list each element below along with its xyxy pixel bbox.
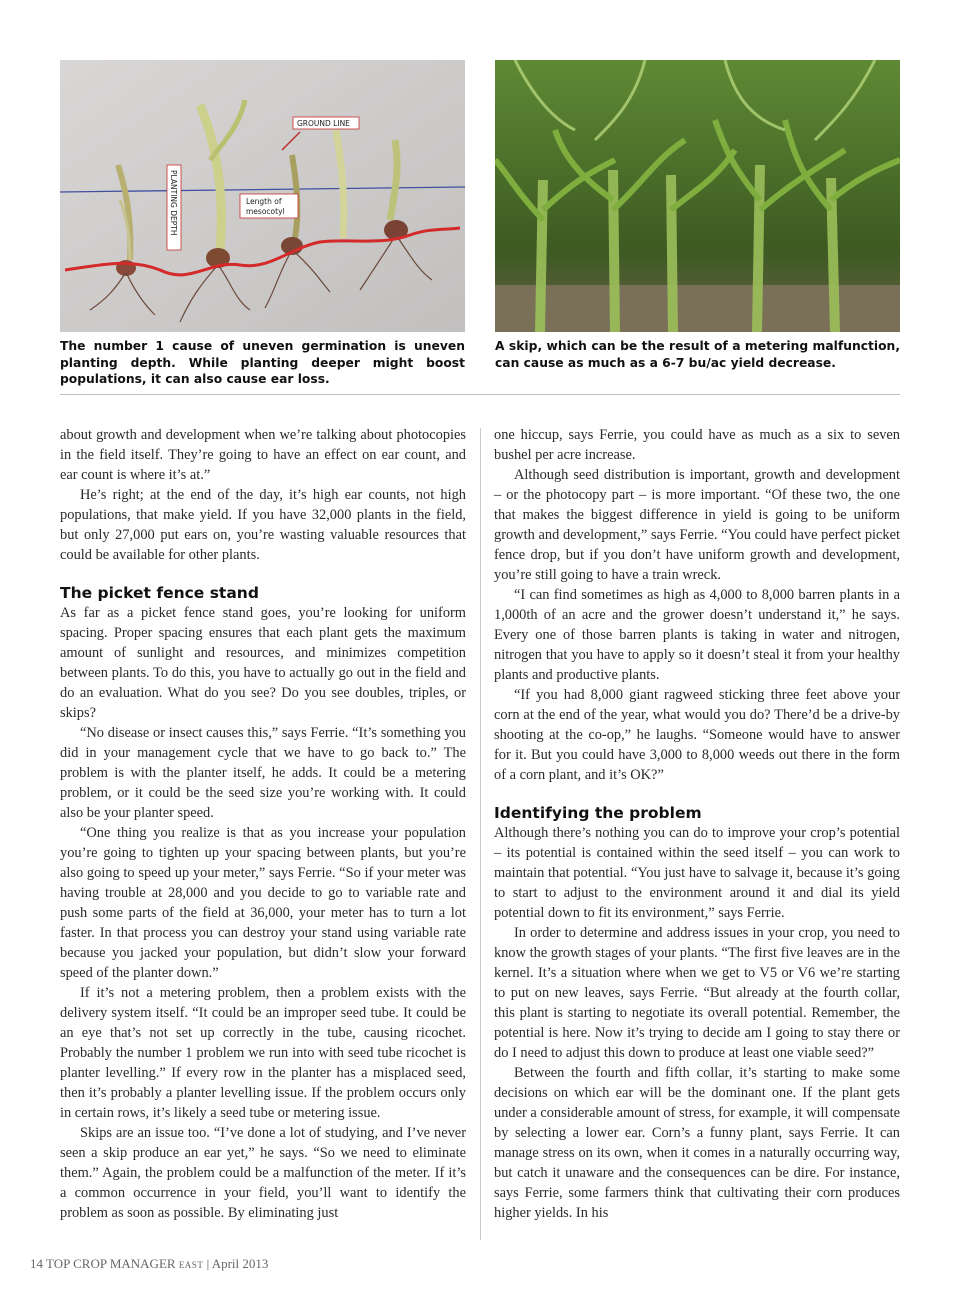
planting-depth-label: PLANTING DEPTH bbox=[169, 170, 178, 236]
paragraph: Between the fourth and fifth collar, it’s starting to make some decisions on which ear will be the dominant one. If the plant gets under a considerable amount of stress, for example, it will compensate by selecting a lower ear. Corn’s a funny plant, says Ferrie. It can manage stress on its own, when it comes in a naturally occurring way, but catch it unaware and the consequences can be dire. For instance, says Ferrie, some farmers think that cultivating their corn produces higher yields. In his bbox=[494, 1065, 901, 1221]
seedling-depth-photo bbox=[60, 60, 465, 332]
mesocotyl-label-line2: mesocotyl bbox=[246, 207, 285, 216]
paragraph: “If you had 8,000 giant ragweed sticking three feet above your corn at the end of the year, what would you do? There’d be a drive-by shooting at the co-op,” he laughs. “Someone would have to answer for it. But you could have 3,000 to 8,000 weeds out there in the form of a corn plant, and it’s OK?” bbox=[494, 687, 900, 783]
paragraph: one hiccup, says Ferrie, you could have as much as a six to seven bushel per acre increase. bbox=[494, 427, 900, 463]
page-footer bbox=[30, 1256, 268, 1272]
column-divider bbox=[480, 428, 481, 1240]
paragraph: In order to determine and address issues in your crop, you need to know the growth stages of your plants. “The first five leaves are in the kernel. It’s a situation where when we get to V5 or V6 we’re starting to put on new leaves, says Ferrie. “But already at the fourth collar, this plant is starting to negotiate its overall potential. Remember, the potential is here. Now it’s trying to decide am I going to stay there or do I need to adjust this down to produce at least one viable seed?” bbox=[494, 925, 900, 1061]
footer-separator: | bbox=[206, 1256, 210, 1271]
ground-line-label: GROUND LINE bbox=[297, 119, 350, 128]
corn-skip-photo bbox=[495, 60, 900, 332]
paragraph: Skips are an issue too. “I’ve done a lot of studying, and I’ve never seen a skip produce an ear yet,” he says. “So we need to eliminate them.” Again, the problem could be a malfunction of the meter. If it’s a common occurrence in your field, you’ll want to identify the problem as soon as possible. By eliminating just bbox=[60, 1125, 466, 1221]
magazine-name: TOP CROP MANAGER bbox=[46, 1256, 176, 1271]
magazine-edition: EAST bbox=[178, 1260, 204, 1270]
article-column-right bbox=[494, 425, 900, 1223]
section-heading-picket-fence: The picket fence stand bbox=[60, 584, 259, 602]
article-column-left bbox=[60, 425, 466, 1223]
paragraph: “One thing you realize is that as you increase your population you’re going to tighten up your spacing between plants, but you’re also going to speed up your meter,” says Ferrie. “So if your meter was having trouble at 28,000 and you decide to go to variable rate and push some parts of the field at 36,000, your meter has to turn a lot faster. In that process you can destroy your stand using variable rate because you jacked your population, but didn’t slow your forward speed of the planter down.” bbox=[60, 825, 466, 981]
paragraph: “No disease or insect causes this,” says Ferrie. “It’s something you did in your management cycle that we have to go back to.” The problem is with the planter itself, he adds. It could be a metering problem, or it could be the seed size you’re working with. It could also be your planter speed. bbox=[60, 725, 466, 821]
paragraph: Although there’s nothing you can do to improve your crop’s potential – its potential is contained within the seed itself – you can work to maintain that potential. “You just have to salvage it, because it’s going to start to adjust to the environment around it and dial its yield potential down to fit its environment,” says Ferrie. bbox=[494, 825, 900, 921]
photo-caption-right: A skip, which can be the result of a metering malfunction, can cause as much as a 6-7 bu/ac yield decrease. bbox=[495, 339, 900, 370]
issue-date: April 2013 bbox=[211, 1256, 269, 1271]
mesocotyl-label-line1: Length of bbox=[246, 197, 282, 206]
section-heading-identifying-problem: Identifying the problem bbox=[494, 804, 702, 822]
paragraph: As far as a picket fence stand goes, you’re looking for uniform spacing. Proper spacing ensures that each plant gets the maximum amount of sunlight and resources, and minimizes competition between plants. To do this, you have to actually go out in the field and do an evaluation. What do you see? Do you see doubles, triples, or skips? bbox=[60, 605, 466, 721]
page-number: 14 bbox=[30, 1256, 43, 1271]
paragraph: “I can find sometimes as high as 4,000 to 8,000 barren plants in a 1,000th of an acre and the grower doesn’t understand it,” he says. Every one of those barren plants is taking in water and nitrogen, nitrogen that you have to apply so it doesn’t steal it from your healthy plants and productive plants. bbox=[494, 587, 900, 683]
seedling-depth-illustration bbox=[60, 60, 465, 332]
paragraph: about growth and development when we’re talking about photocopies in the field itself. They’re going to have an effect on ear count, and ear count is where it’s at.” bbox=[60, 427, 466, 483]
paragraph: If it’s not a metering problem, then a problem exists with the delivery system itself. “It could be an improper seed tube. It could be an eye that’s not set up correctly in the tube, causing ricochet. Probably the number 1 problem we run into with seed tube ricochet is planter levelling.” If every row in the planter has a misplaced seed, then it’s probably a planter levelling issue. If the problem occurs only in certain rows, it’s likely a seed tube or metering issue. bbox=[60, 985, 466, 1121]
paragraph: Although seed distribution is important, growth and development – or the photocopy part – is more important. “Of these two, the one that makes the biggest difference in yield is going to be uniform growth and development,” says Ferrie. “You could have perfect picket fence drop, but if you don’t have uniform growth and development, you’re still going to have a train wreck. bbox=[494, 467, 900, 583]
photo-caption-left: The number 1 cause of uneven germination is uneven planting depth. While planting deeper might boost populations, it can also cause ear loss. bbox=[60, 339, 465, 386]
paragraph: He’s right; at the end of the day, it’s high ear counts, not high populations, that make yield. If you have 32,000 plants in the field, but only 27,000 put ears on, you’re wasting valuable resources that could be available for other plants. bbox=[60, 487, 466, 563]
caption-divider-rule bbox=[60, 394, 900, 395]
corn-stand-illustration bbox=[495, 60, 900, 332]
